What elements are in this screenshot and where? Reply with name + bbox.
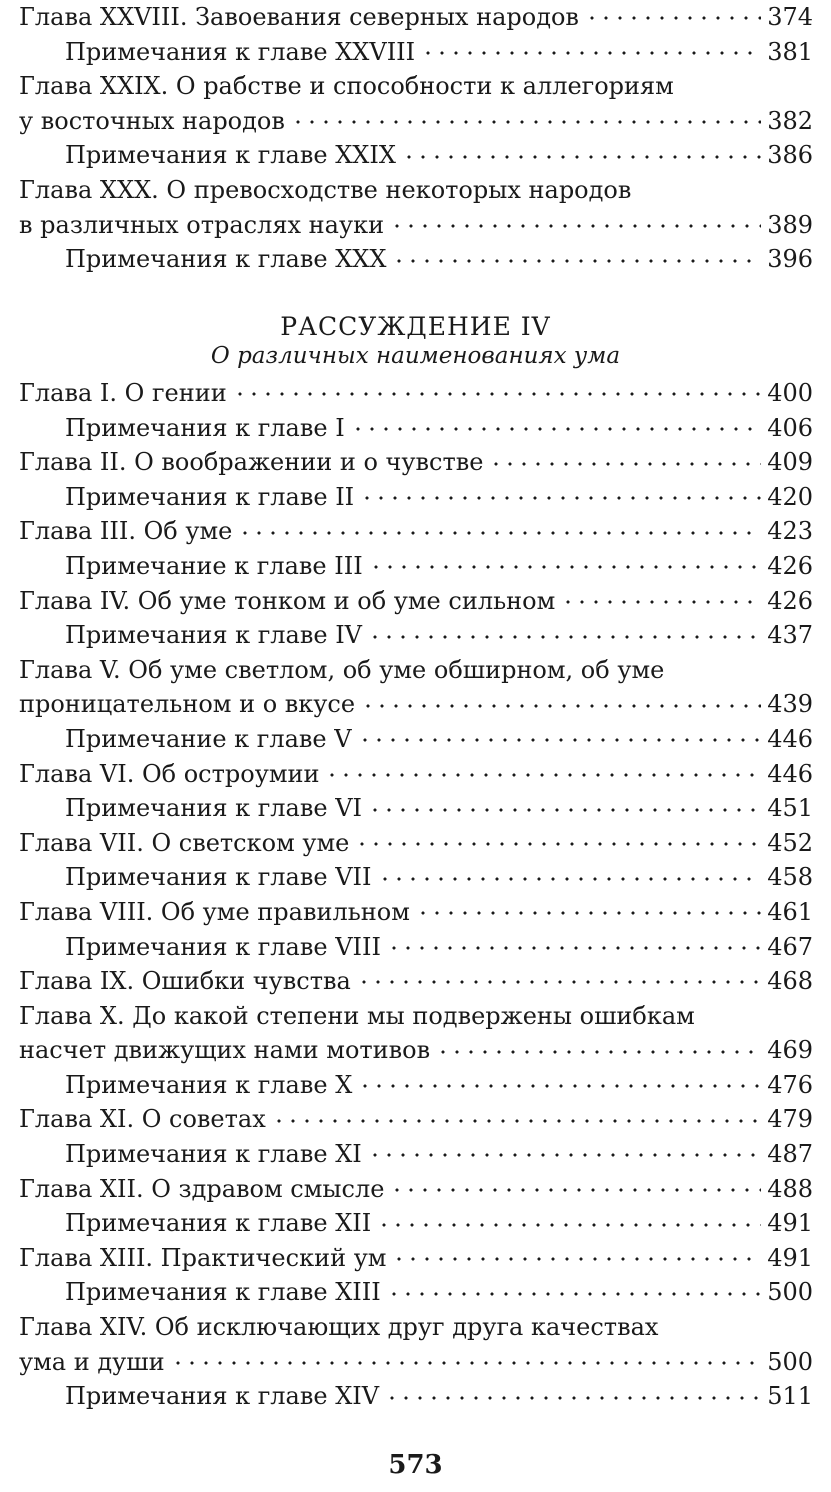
toc-entry-row bbox=[19, 964, 813, 999]
toc-entry-title: Примечания к главе II bbox=[65, 482, 355, 511]
toc-entry-title: Примечания к главе XIII bbox=[65, 1278, 381, 1307]
toc-notes-entry bbox=[19, 411, 813, 446]
toc-notes-entry bbox=[19, 1379, 813, 1414]
dot-leader bbox=[392, 1242, 761, 1266]
dot-leader bbox=[358, 1069, 761, 1093]
dot-leader bbox=[368, 792, 761, 816]
dot-leader bbox=[171, 1346, 762, 1370]
toc-entry-row bbox=[65, 549, 813, 584]
toc-notes-entry bbox=[19, 1137, 813, 1172]
dot-leader bbox=[489, 446, 761, 470]
toc-entry-row bbox=[19, 1033, 813, 1068]
toc-entry-title: Глава III. Об уме bbox=[19, 517, 233, 546]
toc-chapter-entry bbox=[19, 895, 813, 930]
toc-entry-page: 452 bbox=[767, 828, 813, 857]
toc-entry-row bbox=[19, 757, 813, 792]
toc-notes-entry bbox=[19, 722, 813, 757]
toc-entry-row bbox=[65, 930, 813, 965]
toc-list-bottom bbox=[19, 376, 813, 1414]
toc-notes-entry bbox=[19, 480, 813, 515]
toc-entry-title: Примечания к главе VII bbox=[65, 863, 372, 892]
toc-notes-entry bbox=[19, 549, 813, 584]
toc-entry-page: 491 bbox=[767, 1209, 813, 1238]
toc-entry-page: 396 bbox=[767, 245, 813, 274]
toc-entry-title: Глава IV. Об уме тонком и об уме сильном bbox=[19, 586, 556, 615]
toc-entry-title: Примечания к главе XII bbox=[65, 1209, 372, 1238]
toc-entry-page: 382 bbox=[767, 106, 813, 135]
dot-leader bbox=[561, 585, 761, 609]
dot-leader bbox=[387, 931, 761, 955]
toc-entry-title: Примечание к главе III bbox=[65, 551, 363, 580]
toc-entry-title: Глава I. О гении bbox=[19, 379, 227, 407]
toc-entry-row bbox=[65, 1068, 813, 1103]
toc-entry-page: 409 bbox=[767, 448, 813, 477]
toc-entry-row bbox=[19, 0, 813, 35]
dot-leader bbox=[436, 1034, 761, 1058]
toc-entry-page: 446 bbox=[767, 759, 813, 788]
toc-entry-title: Примечания к главе VIII bbox=[65, 932, 381, 961]
toc-entry-row bbox=[19, 687, 813, 722]
dot-leader bbox=[416, 896, 761, 920]
toc-entry-row bbox=[65, 722, 813, 757]
dot-leader bbox=[351, 412, 762, 436]
toc-list-top bbox=[19, 0, 813, 277]
toc-entry-row bbox=[19, 1172, 813, 1207]
toc-entry-row bbox=[19, 1102, 813, 1137]
toc-entry-row bbox=[65, 860, 813, 895]
toc-notes-entry bbox=[19, 860, 813, 895]
dot-leader bbox=[355, 827, 761, 851]
toc-entry-page: 423 bbox=[767, 517, 813, 546]
toc-entry-page: 476 bbox=[767, 1070, 813, 1099]
dot-leader bbox=[238, 515, 761, 539]
toc-entry-row bbox=[65, 1206, 813, 1241]
dot-leader bbox=[377, 1207, 761, 1231]
toc-chapter-entry bbox=[19, 173, 813, 242]
toc-entry-title: у восточных народов bbox=[19, 106, 285, 135]
toc-chapter-entry bbox=[19, 1172, 813, 1207]
dot-leader bbox=[325, 758, 761, 782]
toc-entry-page: 374 bbox=[767, 3, 813, 31]
toc-entry-title: Примечание к главе V bbox=[65, 724, 352, 753]
toc-entry-page: 500 bbox=[767, 1278, 813, 1307]
page-number: 573 bbox=[388, 1450, 443, 1480]
toc-chapter-entry bbox=[19, 0, 813, 35]
toc-entry-row bbox=[19, 584, 813, 619]
dot-leader bbox=[361, 688, 761, 712]
toc-chapter-entry bbox=[19, 1310, 813, 1379]
dot-leader bbox=[368, 619, 761, 643]
dot-leader bbox=[378, 861, 762, 885]
toc-entry-title: Примечания к главе VI bbox=[65, 794, 363, 823]
toc-entry-title: в различных отраслях науки bbox=[19, 210, 385, 239]
toc-entry-page: 461 bbox=[767, 897, 813, 926]
toc-notes-entry bbox=[19, 1068, 813, 1103]
toc-entry-title: ума и души bbox=[19, 1347, 165, 1376]
section-title: РАССУЖДЕНИЕ IV bbox=[280, 312, 551, 341]
toc-entry-row bbox=[19, 514, 813, 549]
toc-entry-title-line: Глава XXIX. О рабстве и способности к аллегориям bbox=[19, 72, 674, 101]
toc-entry-row bbox=[65, 1275, 813, 1310]
toc-entry-title: Примечания к главе XXVIII bbox=[65, 37, 416, 66]
toc-entry-page: 500 bbox=[767, 1347, 813, 1376]
toc-entry-title: Глава XIII. Практический ум bbox=[19, 1243, 387, 1272]
toc-entry-row bbox=[65, 138, 813, 173]
dot-leader bbox=[358, 723, 762, 747]
toc-chapter-entry bbox=[19, 1241, 813, 1276]
toc-entry-page: 491 bbox=[767, 1243, 813, 1272]
toc-entry-title: Примечания к главе XIV bbox=[65, 1382, 380, 1411]
toc-entry-page: 439 bbox=[767, 690, 813, 719]
toc-chapter-entry bbox=[19, 514, 813, 549]
toc-notes-entry bbox=[19, 35, 813, 70]
toc-notes-entry bbox=[19, 791, 813, 826]
toc-entry-row bbox=[19, 826, 813, 861]
toc-entry-page: 511 bbox=[767, 1382, 813, 1411]
toc-notes-entry bbox=[19, 1206, 813, 1241]
dot-leader bbox=[291, 105, 761, 129]
toc-chapter-entry bbox=[19, 445, 813, 480]
toc-entry-title: Примечания к главе XXX bbox=[65, 245, 387, 274]
dot-leader bbox=[233, 377, 761, 401]
toc-chapter-entry bbox=[19, 826, 813, 861]
toc-entry-title-line: Глава XIV. Об исключающих друг друга качествах bbox=[19, 1313, 659, 1342]
dot-leader bbox=[390, 209, 761, 233]
toc-entry-row bbox=[65, 1379, 813, 1414]
dot-leader bbox=[369, 550, 761, 574]
toc-entry-title: Примечания к главе XXIX bbox=[65, 141, 396, 170]
toc-entry-title: Глава VIII. Об уме правильном bbox=[19, 897, 410, 926]
toc-entry-page: 487 bbox=[767, 1140, 813, 1169]
dot-leader bbox=[357, 965, 761, 989]
toc-entry-row bbox=[65, 1137, 813, 1172]
toc-entry-title: Примечания к главе XI bbox=[65, 1140, 362, 1169]
toc-entry-row bbox=[19, 208, 813, 243]
toc-entry-title: Примечания к главе IV bbox=[65, 621, 363, 650]
toc-entry-page: 468 bbox=[767, 967, 813, 996]
toc-chapter-entry bbox=[19, 757, 813, 792]
toc-entry-row bbox=[19, 376, 813, 411]
toc-entry-row bbox=[65, 411, 813, 446]
toc-chapter-entry bbox=[19, 1102, 813, 1137]
toc-entry-title-line: Глава X. До какой степени мы подвержены ошибкам bbox=[19, 1001, 695, 1030]
toc-notes-entry bbox=[19, 618, 813, 653]
toc-chapter-entry bbox=[19, 584, 813, 619]
toc-entry-title: Примечания к главе X bbox=[65, 1070, 353, 1099]
toc-entry-row bbox=[65, 242, 813, 277]
toc-chapter-entry bbox=[19, 653, 813, 722]
dot-leader bbox=[402, 139, 761, 163]
toc-chapter-entry bbox=[19, 69, 813, 138]
toc-entry-page: 437 bbox=[767, 621, 813, 650]
toc-entry-page: 469 bbox=[767, 1036, 813, 1065]
toc-entry-title-line: Глава XXX. О превосходстве некоторых народов bbox=[19, 175, 632, 204]
toc-notes-entry bbox=[19, 1275, 813, 1310]
dot-leader bbox=[368, 1138, 761, 1162]
toc-entry-row bbox=[19, 895, 813, 930]
toc-entry-page: 467 bbox=[767, 932, 813, 961]
toc-entry-title: Глава VI. Об остроумии bbox=[19, 759, 320, 788]
toc-entry-row bbox=[65, 791, 813, 826]
toc-entry-row bbox=[19, 445, 813, 480]
dot-leader bbox=[585, 1, 761, 25]
dot-leader bbox=[272, 1103, 761, 1127]
toc-entry-row bbox=[19, 104, 813, 139]
toc-entry-page: 406 bbox=[767, 413, 813, 442]
toc-entry-row bbox=[19, 1241, 813, 1276]
toc-chapter-entry bbox=[19, 964, 813, 999]
toc-entry-page: 381 bbox=[767, 37, 813, 66]
toc-entry-page: 426 bbox=[767, 551, 813, 580]
toc-entry-title: проницательном и о вкусе bbox=[19, 690, 356, 719]
toc-entry-page: 451 bbox=[767, 794, 813, 823]
dot-leader bbox=[360, 481, 761, 505]
toc-entry-title: Глава II. О воображении и о чувстве bbox=[19, 448, 484, 477]
toc-entry-page: 386 bbox=[767, 141, 813, 170]
toc-entry-row bbox=[65, 35, 813, 70]
toc-entry-page: 426 bbox=[767, 586, 813, 615]
toc-entry-title: насчет движущих нами мотивов bbox=[19, 1036, 431, 1065]
toc-entry-title: Глава VII. О светском уме bbox=[19, 828, 350, 857]
toc-entry-row bbox=[65, 618, 813, 653]
dot-leader bbox=[392, 243, 761, 267]
toc-entry-page: 389 bbox=[767, 210, 813, 239]
toc-entry-title: Глава XXVIII. Завоевания северных народов bbox=[19, 3, 579, 31]
toc-entry-page: 446 bbox=[767, 724, 813, 753]
toc-notes-entry bbox=[19, 242, 813, 277]
toc-entry-page: 420 bbox=[767, 482, 813, 511]
toc-entry-page: 400 bbox=[767, 379, 813, 407]
toc-entry-title: Примечания к главе I bbox=[65, 413, 345, 442]
dot-leader bbox=[421, 36, 761, 60]
toc-entry-row bbox=[19, 1345, 813, 1380]
toc-entry-row bbox=[65, 480, 813, 515]
dot-leader bbox=[385, 1380, 761, 1404]
toc-chapter-entry bbox=[19, 376, 813, 411]
dot-leader bbox=[390, 1173, 761, 1197]
toc-notes-entry bbox=[19, 930, 813, 965]
toc-chapter-entry bbox=[19, 999, 813, 1068]
toc-entry-title: Глава XII. О здравом смысле bbox=[19, 1174, 385, 1203]
toc-entry-title: Глава XI. О советах bbox=[19, 1105, 266, 1134]
toc-entry-title-line: Глава V. Об уме светлом, об уме обширном, об уме bbox=[19, 655, 665, 684]
toc-entry-title: Глава IX. Ошибки чувства bbox=[19, 967, 351, 996]
dot-leader bbox=[387, 1276, 761, 1300]
toc-entry-page: 488 bbox=[767, 1174, 813, 1203]
toc-entry-page: 479 bbox=[767, 1105, 813, 1134]
toc-entry-page: 458 bbox=[767, 863, 813, 892]
toc-notes-entry bbox=[19, 138, 813, 173]
section-subtitle: О различных наименованиях ума bbox=[210, 343, 621, 369]
